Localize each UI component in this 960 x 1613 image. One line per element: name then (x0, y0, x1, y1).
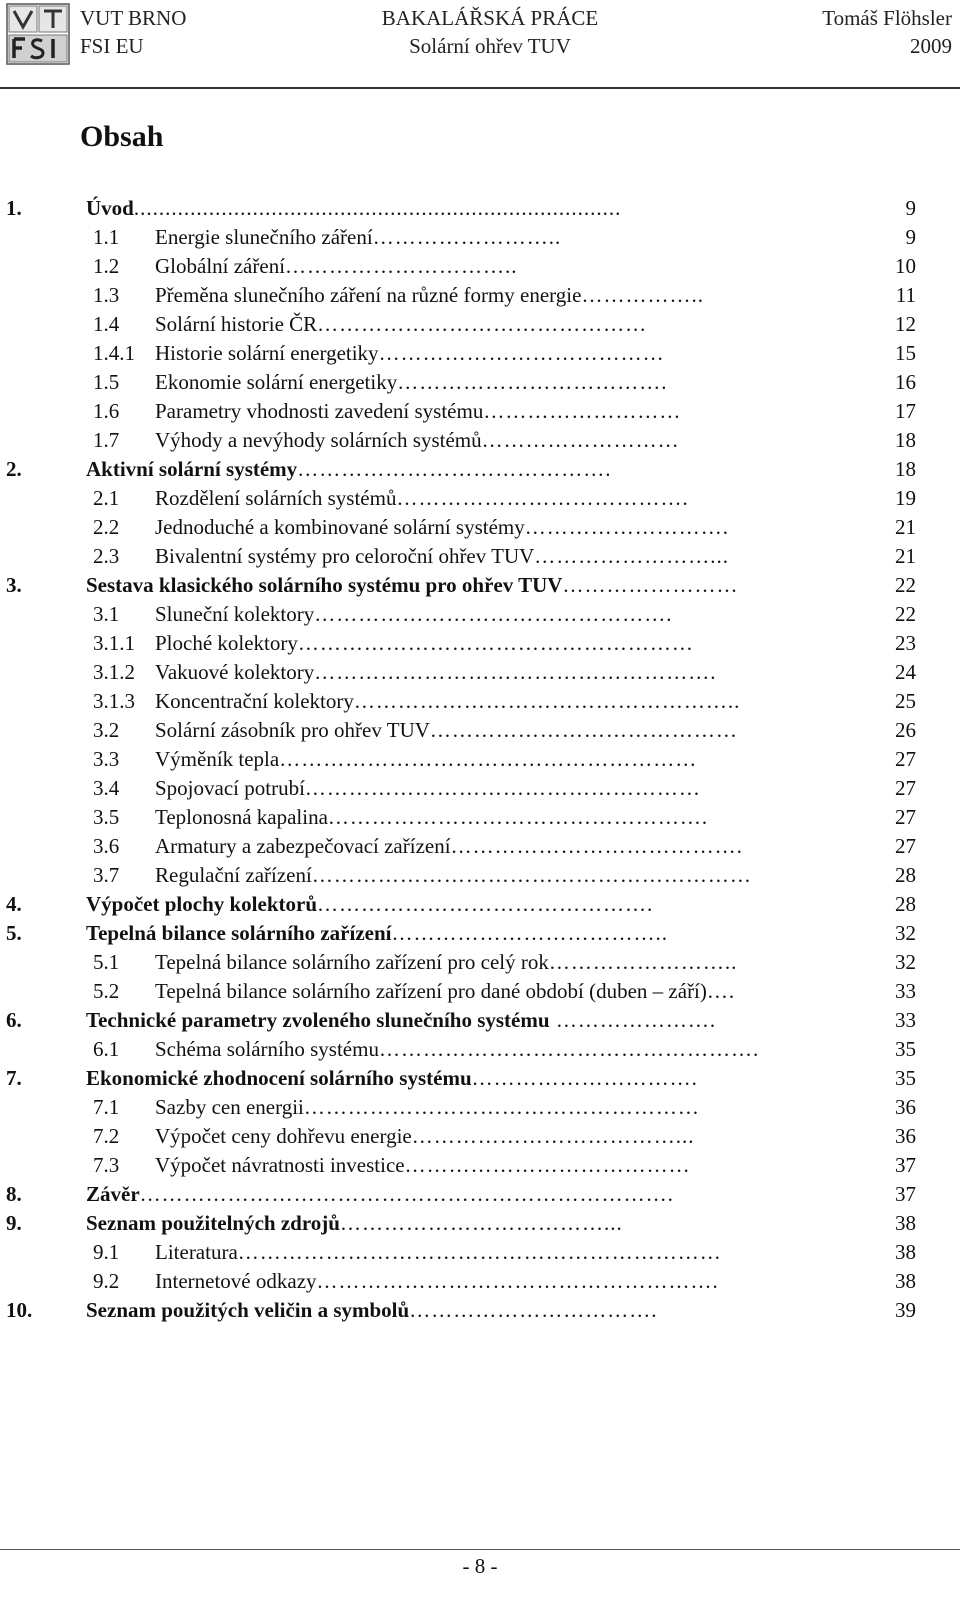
toc-entry-leader: ……………………………………………. (327, 805, 709, 829)
toc-entry-title (155, 281, 704, 310)
toc-entry-number: 1.3 (93, 283, 120, 307)
toc-entry-text: Energie slunečního záření (155, 225, 373, 249)
toc-entry-text: Koncentrační kolektory (155, 689, 354, 713)
header-divider (0, 87, 960, 89)
toc-entry-title (155, 774, 701, 803)
toc-entry-number: 1.5 (93, 370, 120, 394)
toc-entry (0, 861, 960, 890)
toc-entry-title (86, 1296, 657, 1325)
toc-entry-page: 17 (895, 399, 916, 423)
toc-entry-text: Výměník tepla (155, 747, 280, 771)
toc-entry-number: 3.3 (93, 747, 120, 771)
toc-entry-number: 2.3 (93, 544, 120, 568)
toc-entry-leader: ………………………. (524, 515, 730, 539)
toc-entry-page: 19 (895, 486, 916, 510)
toc-entry-page: 10 (895, 254, 916, 278)
toc-entry (0, 832, 960, 861)
toc-entry-title (155, 861, 752, 890)
toc-entry-number: 3.7 (93, 863, 120, 887)
toc-entry-number: 3.4 (93, 776, 120, 800)
toc-entry-title (86, 571, 738, 600)
toc-entry-title (155, 1151, 691, 1180)
toc-entry (0, 1006, 960, 1035)
toc-entry-text: Schéma solárního systému (155, 1037, 379, 1061)
toc-entry-number: 2.1 (93, 486, 120, 510)
toc-entry (0, 484, 960, 513)
toc-entry-leader: ……………………………………………… (303, 1095, 700, 1119)
toc-entry-number: 3. (6, 573, 22, 597)
toc-entry-text: Závěr (86, 1182, 140, 1206)
toc-entry (0, 1267, 960, 1296)
toc-entry-number: 2. (6, 457, 22, 481)
toc-entry (0, 455, 960, 484)
toc-entry-text: Aktivní solární systémy (86, 457, 298, 481)
toc-entry-leader: ………………………………… (378, 341, 665, 365)
toc-entry-number: 3.1.3 (93, 689, 135, 713)
toc-entry-leader: ……………………………………………. (378, 1037, 760, 1061)
toc-entry-title (86, 1006, 716, 1035)
toc-entry-leader: ………………………………………………… (279, 747, 698, 771)
toc-entry-leader: ………………………………………. (317, 892, 654, 916)
toc-entry-text: Rozdělení solárních systémů (155, 486, 397, 510)
toc-entry-page: 37 (895, 1153, 916, 1177)
toc-entry-title (155, 745, 697, 774)
toc-entry-text: Výpočet ceny dohřevu energie (155, 1124, 412, 1148)
toc-entry-number: 2.2 (93, 515, 120, 539)
toc-entry-number: 7.1 (93, 1095, 120, 1119)
toc-entry-text: Tepelná bilance solárního zařízení pro celý rok (155, 950, 549, 974)
toc-entry-leader: ………………………………… (404, 1153, 691, 1177)
toc-entry-title (86, 890, 653, 919)
toc-entry-number: 10. (6, 1298, 33, 1322)
toc-entry-leader: ……………………………….. (391, 921, 668, 945)
toc-entry-title (86, 919, 668, 948)
toc-entry (0, 1238, 960, 1267)
toc-entry-number: 7.3 (93, 1153, 120, 1177)
toc-entry-number: 7.2 (93, 1124, 120, 1148)
toc-entry-page: 38 (895, 1211, 916, 1235)
toc-entry (0, 223, 960, 252)
toc-entry-title (155, 339, 665, 368)
toc-entry-page: 9 (905, 225, 916, 249)
toc-entry-text: Seznam použitelných zdrojů (86, 1211, 340, 1235)
toc-entry-page: 27 (895, 834, 916, 858)
toc-entry-text: Technické parametry zvoleného slunečního systému (86, 1008, 550, 1032)
toc-entry-leader: ……………………… (481, 428, 680, 452)
toc-entry-title (155, 1238, 722, 1267)
toc-entry-number: 1.7 (93, 428, 120, 452)
header-faculty: FSI EU (80, 34, 144, 58)
toc-entry-leader: ………………………………………………………………. (139, 1182, 674, 1206)
toc-entry-text: Vakuové kolektory (155, 660, 315, 684)
toc-entry-leader: ……………………… (483, 399, 682, 423)
toc-entry (0, 397, 960, 426)
header-thesis-title: Solární ohřev TUV (409, 34, 571, 58)
toc-entry (0, 890, 960, 919)
toc-entry-text: Výpočet plochy kolektorů (86, 892, 317, 916)
toc-entry-page: 9 (905, 196, 916, 220)
page-header (0, 0, 960, 90)
toc-entry-leader: ………………………………………………………… (237, 1240, 722, 1264)
toc-entry-title (155, 513, 729, 542)
toc-entry-title (155, 629, 694, 658)
toc-entry-title (155, 832, 743, 861)
toc-entry-page: 37 (895, 1182, 916, 1206)
toc-entry-page: 28 (895, 863, 916, 887)
toc-entry-leader: ……………………………………………… (297, 631, 694, 655)
toc-entry-leader: ………………………………………………. (314, 660, 717, 684)
toc-entry-title (155, 716, 738, 745)
toc-entry (0, 542, 960, 571)
toc-entry-number: 1. (6, 196, 22, 220)
toc-entry (0, 513, 960, 542)
toc-entry-page: 36 (895, 1124, 916, 1148)
toc-entry-title (155, 1267, 719, 1296)
header-right (822, 4, 952, 60)
toc-entry (0, 1122, 960, 1151)
toc-entry-title (155, 658, 716, 687)
toc-entry-text: Ekonomické zhodnocení solárního systému (86, 1066, 472, 1090)
toc-entry-leader: …………………… (562, 573, 739, 597)
toc-entry (0, 687, 960, 716)
toc-entry-leader: …. (706, 979, 736, 1003)
header-center (360, 4, 620, 60)
toc-entry (0, 745, 960, 774)
toc-entry-title (155, 600, 672, 629)
toc-entry-title (86, 1209, 623, 1238)
toc-entry (0, 281, 960, 310)
toc-entry-number: 3.6 (93, 834, 120, 858)
toc-entry-number: 8. (6, 1182, 22, 1206)
toc-entry-leader: …………………….. (548, 950, 738, 974)
toc-entry-text: Armatury a zabezpečovací zařízení (155, 834, 451, 858)
toc-entry (0, 252, 960, 281)
toc-entry-page: 21 (895, 515, 916, 539)
toc-entry-title (86, 194, 621, 223)
toc-entry-leader: ……………………………………. (297, 457, 612, 481)
toc-entry-text: Spojovací potrubí (155, 776, 305, 800)
toc-entry-text: Ploché kolektory (155, 631, 298, 655)
toc-entry-title (155, 1122, 695, 1151)
toc-entry (0, 600, 960, 629)
toc-entry (0, 194, 960, 223)
toc-entry (0, 948, 960, 977)
toc-entry-leader: ………………………….. (285, 254, 518, 278)
page-number: - 8 - (462, 1554, 498, 1578)
toc-entry-number: 3.5 (93, 805, 120, 829)
toc-entry-page: 35 (895, 1037, 916, 1061)
toc-entry-leader: ……………………………………………… (304, 776, 701, 800)
toc-entry-number: 1.4.1 (93, 341, 135, 365)
toc-entry-title (155, 426, 680, 455)
toc-entry-text: Tepelná bilance solárního zařízení (86, 921, 392, 945)
toc-entry-text: Sluneční kolektory (155, 602, 315, 626)
toc-entry-text: Teplonosná kapalina (155, 805, 328, 829)
toc-entry-page: 38 (895, 1269, 916, 1293)
toc-entry-number: 7. (6, 1066, 22, 1090)
toc-entry-text: Seznam použitých veličin a symbolů (86, 1298, 410, 1322)
toc-entry-text: Výhody a nevýhody solárních systémů (155, 428, 482, 452)
toc-entry-leader: …………………. (549, 1008, 717, 1032)
toc-entry-number: 1.6 (93, 399, 120, 423)
toc-entry-title (155, 687, 740, 716)
toc-entry (0, 1209, 960, 1238)
toc-entry-title (155, 977, 735, 1006)
toc-entry (0, 310, 960, 339)
toc-entry-text: Výpočet návratnosti investice (155, 1153, 405, 1177)
page-title: Obsah (80, 120, 164, 153)
toc-entry-number: 5. (6, 921, 22, 945)
toc-entry-number: 9.1 (93, 1240, 120, 1264)
toc-entry-leader: .............................................................................. (133, 196, 622, 220)
toc-entry-page: 25 (895, 689, 916, 713)
toc-entry-number: 9. (6, 1211, 22, 1235)
toc-entry-page: 12 (895, 312, 916, 336)
toc-entry-title (155, 948, 737, 977)
toc-entry-number: 3.2 (93, 718, 120, 742)
toc-entry-page: 22 (895, 602, 916, 626)
toc-entry-page: 26 (895, 718, 916, 742)
toc-entry (0, 1296, 960, 1325)
toc-entry-title (155, 397, 681, 426)
toc-entry-text: Solární historie ČR (155, 312, 318, 336)
toc-entry-title (155, 1035, 759, 1064)
toc-entry-page: 28 (895, 892, 916, 916)
toc-entry-title (155, 223, 561, 252)
toc-entry-title (155, 803, 708, 832)
toc-entry-page: 32 (895, 921, 916, 945)
toc-entry-number: 1.4 (93, 312, 120, 336)
toc-entry-page: 22 (895, 573, 916, 597)
header-university: VUT BRNO (80, 6, 187, 30)
toc-entry-page: 33 (895, 1008, 916, 1032)
toc-entry-text: Úvod (86, 196, 134, 220)
footer-divider (0, 1549, 960, 1550)
toc-entry-text: Ekonomie solární energetiky (155, 370, 398, 394)
toc-entry-page: 16 (895, 370, 916, 394)
toc-entry-leader: ………………………………. (397, 370, 668, 394)
toc-entry-page: 18 (895, 428, 916, 452)
toc-entry-leader: …………….. (581, 283, 704, 307)
toc-entry-leader: …………………………………………. (314, 602, 673, 626)
toc-entry-leader: …………………………………………………… (311, 863, 752, 887)
toc-entry-page: 33 (895, 979, 916, 1003)
toc-entry-number: 3.1.2 (93, 660, 135, 684)
toc-entry-number: 3.1.1 (93, 631, 135, 655)
toc-entry-page: 27 (895, 776, 916, 800)
toc-entry-page: 11 (895, 283, 916, 307)
toc-entry-text: Tepelná bilance solárního zařízení pro dané období (duben – září) (155, 979, 707, 1003)
toc-entry-number: 6.1 (93, 1037, 120, 1061)
toc-entry (0, 1151, 960, 1180)
toc-entry-leader: …………………….. (372, 225, 562, 249)
toc-entry (0, 1180, 960, 1209)
toc-entry-leader: …………………………………………….. (353, 689, 741, 713)
toc-entry-page: 18 (895, 457, 916, 481)
toc-entry (0, 977, 960, 1006)
toc-entry (0, 1093, 960, 1122)
toc-entry-title (155, 368, 667, 397)
toc-entry-text: Sestava klasického solárního systému pro ohřev TUV (86, 573, 563, 597)
toc-entry-text: Historie solární energetiky (155, 341, 379, 365)
toc-entry-page: 24 (895, 660, 916, 684)
toc-entry (0, 629, 960, 658)
toc-entry-leader: …………………………. (471, 1066, 698, 1090)
toc-entry-text: Literatura (155, 1240, 238, 1264)
vut-fsi-logo-icon (6, 3, 70, 65)
toc-entry-title (155, 310, 647, 339)
table-of-contents (0, 194, 960, 1325)
toc-entry-text: Globální záření (155, 254, 286, 278)
header-left (80, 4, 186, 60)
toc-entry-title (155, 1093, 700, 1122)
toc-entry (0, 1064, 960, 1093)
toc-entry-leader: ………………………………... (339, 1211, 623, 1235)
toc-entry-number: 9.2 (93, 1269, 120, 1293)
toc-entry (0, 571, 960, 600)
toc-entry-leader: ……………………………………… (317, 312, 648, 336)
toc-entry-title (155, 484, 689, 513)
toc-entry (0, 658, 960, 687)
toc-entry-title (86, 1180, 674, 1209)
toc-entry-number: 3.1 (93, 602, 120, 626)
toc-entry-leader: …………………………………… (429, 718, 738, 742)
toc-entry-number: 5.1 (93, 950, 120, 974)
toc-entry-page: 23 (895, 631, 916, 655)
toc-entry-leader: ………………………………………………. (316, 1269, 719, 1293)
toc-entry-title (86, 1064, 698, 1093)
toc-entry-leader: …………………………………. (396, 486, 689, 510)
header-thesis-type: BAKALÁŘSKÁ PRÁCE (381, 6, 599, 30)
toc-entry (0, 368, 960, 397)
toc-entry (0, 426, 960, 455)
toc-entry-text: Internetové odkazy (155, 1269, 317, 1293)
toc-entry-text: Regulační zařízení (155, 863, 312, 887)
toc-entry-page: 35 (895, 1066, 916, 1090)
toc-entry (0, 919, 960, 948)
toc-entry-number: 1.2 (93, 254, 120, 278)
toc-entry-leader: ………………………………... (411, 1124, 695, 1148)
toc-entry-title (155, 542, 729, 571)
toc-entry-page: 38 (895, 1240, 916, 1264)
toc-entry (0, 716, 960, 745)
toc-entry-text: Jednoduché a kombinované solární systémy (155, 515, 525, 539)
toc-entry-number: 1.1 (93, 225, 120, 249)
toc-entry-text: Parametry vhodnosti zavedení systému (155, 399, 484, 423)
header-year: 2009 (910, 34, 952, 58)
toc-entry-title (86, 455, 611, 484)
toc-entry-page: 39 (895, 1298, 916, 1322)
header-author: Tomáš Flöhsler (822, 6, 952, 30)
toc-entry-text: Přeměna slunečního záření na různé formy energie (155, 283, 582, 307)
toc-entry-text: Bivalentní systémy pro celoroční ohřev TUV (155, 544, 535, 568)
toc-entry-page: 27 (895, 805, 916, 829)
toc-entry-page: 32 (895, 950, 916, 974)
toc-entry-page: 15 (895, 341, 916, 365)
toc-entry-leader: …………………………………. (450, 834, 743, 858)
toc-entry-number: 4. (6, 892, 22, 916)
toc-entry-number: 5.2 (93, 979, 120, 1003)
toc-entry (0, 803, 960, 832)
toc-entry-title (155, 252, 518, 281)
toc-entry-leader: ……………………………. (409, 1298, 658, 1322)
toc-entry-text: Sazby cen energii (155, 1095, 304, 1119)
toc-entry-page: 21 (895, 544, 916, 568)
toc-entry (0, 774, 960, 803)
toc-entry-leader: ……………………... (534, 544, 730, 568)
toc-entry (0, 339, 960, 368)
toc-entry (0, 1035, 960, 1064)
toc-entry-page: 27 (895, 747, 916, 771)
toc-entry-page: 36 (895, 1095, 916, 1119)
toc-entry-number: 6. (6, 1008, 22, 1032)
toc-entry-text: Solární zásobník pro ohřev TUV (155, 718, 430, 742)
